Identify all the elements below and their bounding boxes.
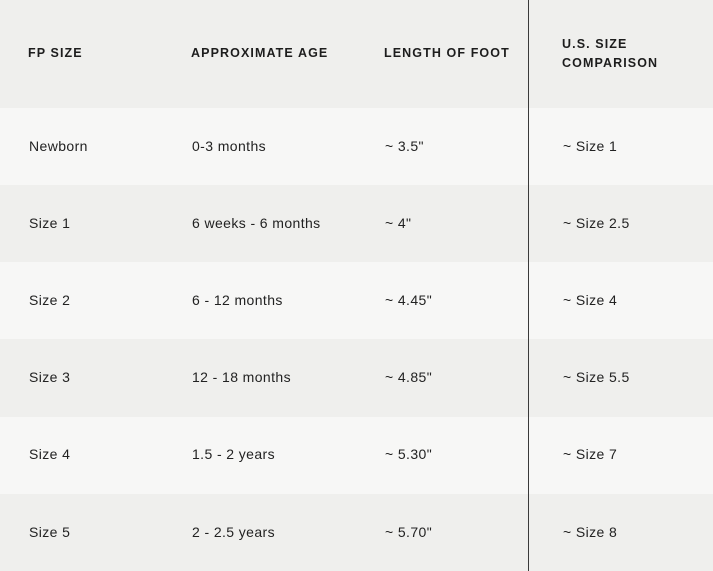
cell-approximate-age <box>163 108 356 185</box>
cell-fp-size <box>0 108 163 185</box>
column-header-approximate-age <box>163 0 356 108</box>
cell-us-size-comparison <box>528 185 713 262</box>
cell-approximate-age <box>163 339 356 416</box>
cell-us-size-comparison-value: ~ Size 2.5 <box>563 214 630 231</box>
table-row <box>0 108 713 185</box>
cell-length-of-foot <box>356 494 528 571</box>
cell-approximate-age <box>163 494 356 571</box>
cell-length-of-foot <box>356 339 528 416</box>
cell-us-size-comparison <box>528 108 713 185</box>
table-body <box>0 108 713 571</box>
cell-length-of-foot-value: ~ 5.30" <box>385 446 433 463</box>
cell-approximate-age <box>163 262 356 339</box>
cell-length-of-foot <box>356 108 528 185</box>
cell-fp-size-value: Newborn <box>29 137 88 154</box>
cell-fp-size <box>0 494 163 571</box>
cell-us-size-comparison-value: ~ Size 1 <box>563 137 618 154</box>
table-header <box>0 0 713 108</box>
cell-length-of-foot <box>356 262 528 339</box>
column-header-us-size-comparison <box>528 0 713 108</box>
column-header-fp-size-label: FP SIZE <box>28 46 83 61</box>
cell-us-size-comparison <box>528 262 713 339</box>
table-header-row <box>0 0 713 108</box>
cell-us-size-comparison <box>528 417 713 494</box>
cell-us-size-comparison-value: ~ Size 8 <box>563 523 618 540</box>
cell-length-of-foot-value: ~ 4.85" <box>385 369 433 386</box>
cell-length-of-foot-value: ~ 3.5" <box>385 137 424 154</box>
column-header-us-size-comparison-label: U.S. SIZE COMPARISON <box>562 36 659 70</box>
cell-approximate-age-value: 1.5 - 2 years <box>192 446 276 463</box>
cell-us-size-comparison <box>528 494 713 571</box>
column-header-length-of-foot <box>356 0 528 108</box>
table-row <box>0 417 713 494</box>
cell-fp-size <box>0 262 163 339</box>
cell-approximate-age-value: 6 - 12 months <box>192 292 283 309</box>
cell-fp-size <box>0 417 163 494</box>
cell-approximate-age-value: 0-3 months <box>192 137 267 154</box>
cell-approximate-age-value: 6 weeks - 6 months <box>192 214 321 231</box>
table-row <box>0 339 713 416</box>
cell-us-size-comparison-value: ~ Size 7 <box>563 446 618 463</box>
cell-fp-size-value: Size 1 <box>29 214 71 231</box>
cell-us-size-comparison <box>528 339 713 416</box>
cell-us-size-comparison-value: ~ Size 5.5 <box>563 369 630 386</box>
cell-fp-size <box>0 185 163 262</box>
cell-length-of-foot <box>356 417 528 494</box>
cell-length-of-foot-value: ~ 4" <box>385 214 412 231</box>
cell-approximate-age <box>163 417 356 494</box>
cell-us-size-comparison-value: ~ Size 4 <box>563 292 618 309</box>
cell-length-of-foot-value: ~ 4.45" <box>385 292 433 309</box>
column-header-length-of-foot-label: LENGTH OF FOOT <box>384 46 510 61</box>
cell-length-of-foot-value: ~ 5.70" <box>385 523 433 540</box>
cell-approximate-age <box>163 185 356 262</box>
column-divider-line <box>528 0 529 571</box>
column-header-approximate-age-label: APPROXIMATE AGE <box>191 46 329 61</box>
table-row <box>0 494 713 571</box>
cell-fp-size <box>0 339 163 416</box>
cell-approximate-age-value: 2 - 2.5 years <box>192 523 276 540</box>
cell-fp-size-value: Size 3 <box>29 369 71 386</box>
cell-length-of-foot <box>356 185 528 262</box>
column-header-fp-size <box>0 0 163 108</box>
cell-fp-size-value: Size 5 <box>29 523 71 540</box>
cell-fp-size-value: Size 4 <box>29 446 71 463</box>
table-row <box>0 185 713 262</box>
cell-fp-size-value: Size 2 <box>29 292 71 309</box>
table-row <box>0 262 713 339</box>
cell-approximate-age-value: 12 - 18 months <box>192 369 291 386</box>
